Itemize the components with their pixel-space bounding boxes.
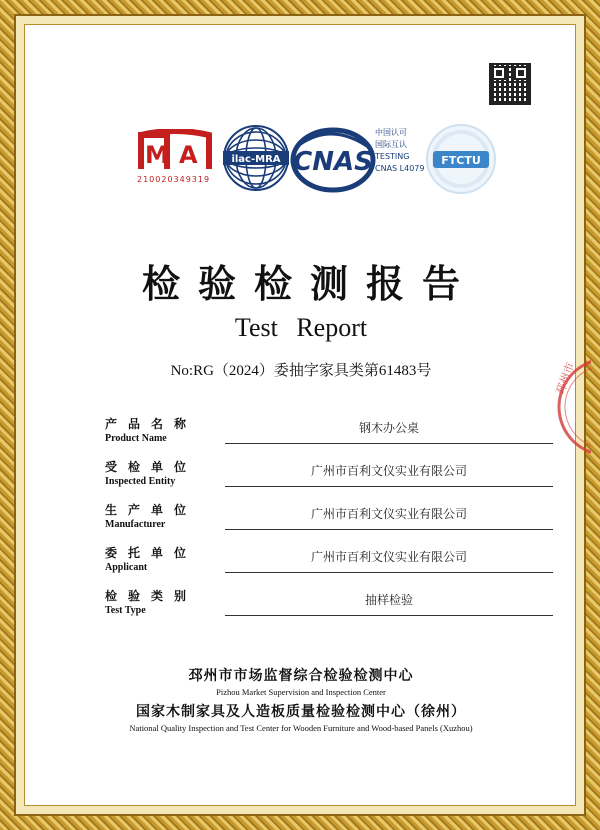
- svg-text:邳州市: 邳州市: [553, 360, 578, 397]
- field-label-en: Applicant: [105, 562, 148, 573]
- field-value: 广州市百利文仪实业有限公司: [310, 507, 467, 521]
- cnas-line-2: 国际互认: [375, 140, 407, 149]
- field-label-en: Inspected Entity: [105, 476, 176, 487]
- field-label-cn: 受检单位: [105, 460, 198, 474]
- svg-text:CNAS: CNAS: [293, 147, 373, 177]
- ilac-mra-logo: [221, 123, 291, 193]
- cma-number: 210020349319: [137, 175, 211, 184]
- issuer-name-cn: 邳州市市场监督综合检验检测中心: [188, 668, 414, 684]
- field-value: 抽样检验: [364, 593, 413, 607]
- svg-text:FTCTU: FTCTU: [441, 154, 481, 167]
- svg-text:A: A: [179, 141, 198, 169]
- field-label-en: Test Type: [105, 605, 146, 616]
- field-value: 钢木办公桌: [358, 421, 419, 435]
- cma-mark-icon: [137, 129, 213, 173]
- report-title-chinese: 检验检测报告: [141, 262, 478, 306]
- ftctu-logo: [423, 121, 499, 197]
- field-underline: [225, 529, 553, 530]
- cma-logo: [137, 125, 225, 207]
- report-number: No:RG（2024）委抽字家具类第61483号: [170, 363, 432, 379]
- field-underline: [225, 572, 553, 573]
- report-title-english: Test Report: [234, 313, 368, 342]
- field-value: 广州市百利文仪实业有限公司: [310, 550, 467, 564]
- field-value: 广州市百利文仪实业有限公司: [310, 464, 467, 478]
- cnas-logo: [287, 125, 379, 195]
- issuer-name-en: Pizhou Market Supervision and Inspection Center: [216, 687, 386, 697]
- field-test-type: [105, 587, 575, 627]
- field-label-cn: 生产单位: [105, 503, 198, 517]
- field-underline: [225, 486, 553, 487]
- qr-code: [489, 63, 531, 105]
- field-manufacturer: [105, 501, 575, 541]
- field-label-cn: 检验类别: [105, 589, 198, 603]
- national-center-name-cn: 国家木制家具及人造板质量检验检测中心（徐州）: [136, 704, 466, 720]
- svg-text:M: M: [145, 141, 169, 169]
- ilac-globe-icon: [221, 123, 291, 193]
- field-label-en: Product Name: [105, 433, 167, 444]
- cnas-line-3: TESTING: [375, 152, 410, 161]
- report-page: [24, 24, 576, 806]
- field-label-en: Manufacturer: [105, 519, 166, 530]
- field-label-cn: 委托单位: [105, 546, 198, 560]
- field-inspected-entity: [105, 458, 575, 498]
- field-product-name: [105, 415, 575, 455]
- ftctu-emblem-icon: [423, 121, 499, 197]
- svg-text:ilac-MRA: ilac-MRA: [231, 154, 281, 165]
- field-underline: [225, 615, 553, 616]
- cnas-line-4: CNAS L4079: [375, 164, 425, 173]
- cnas-mark-icon: [287, 125, 379, 195]
- cnas-line-1: 中国认可: [375, 128, 407, 137]
- field-applicant: [105, 544, 575, 584]
- national-center-name-en: National Quality Inspection and Test Center for Wooden Furniture and Wood-based Panels (Xuzhou): [129, 723, 473, 733]
- field-label-cn: 产品名称: [105, 417, 198, 431]
- field-underline: [225, 443, 553, 444]
